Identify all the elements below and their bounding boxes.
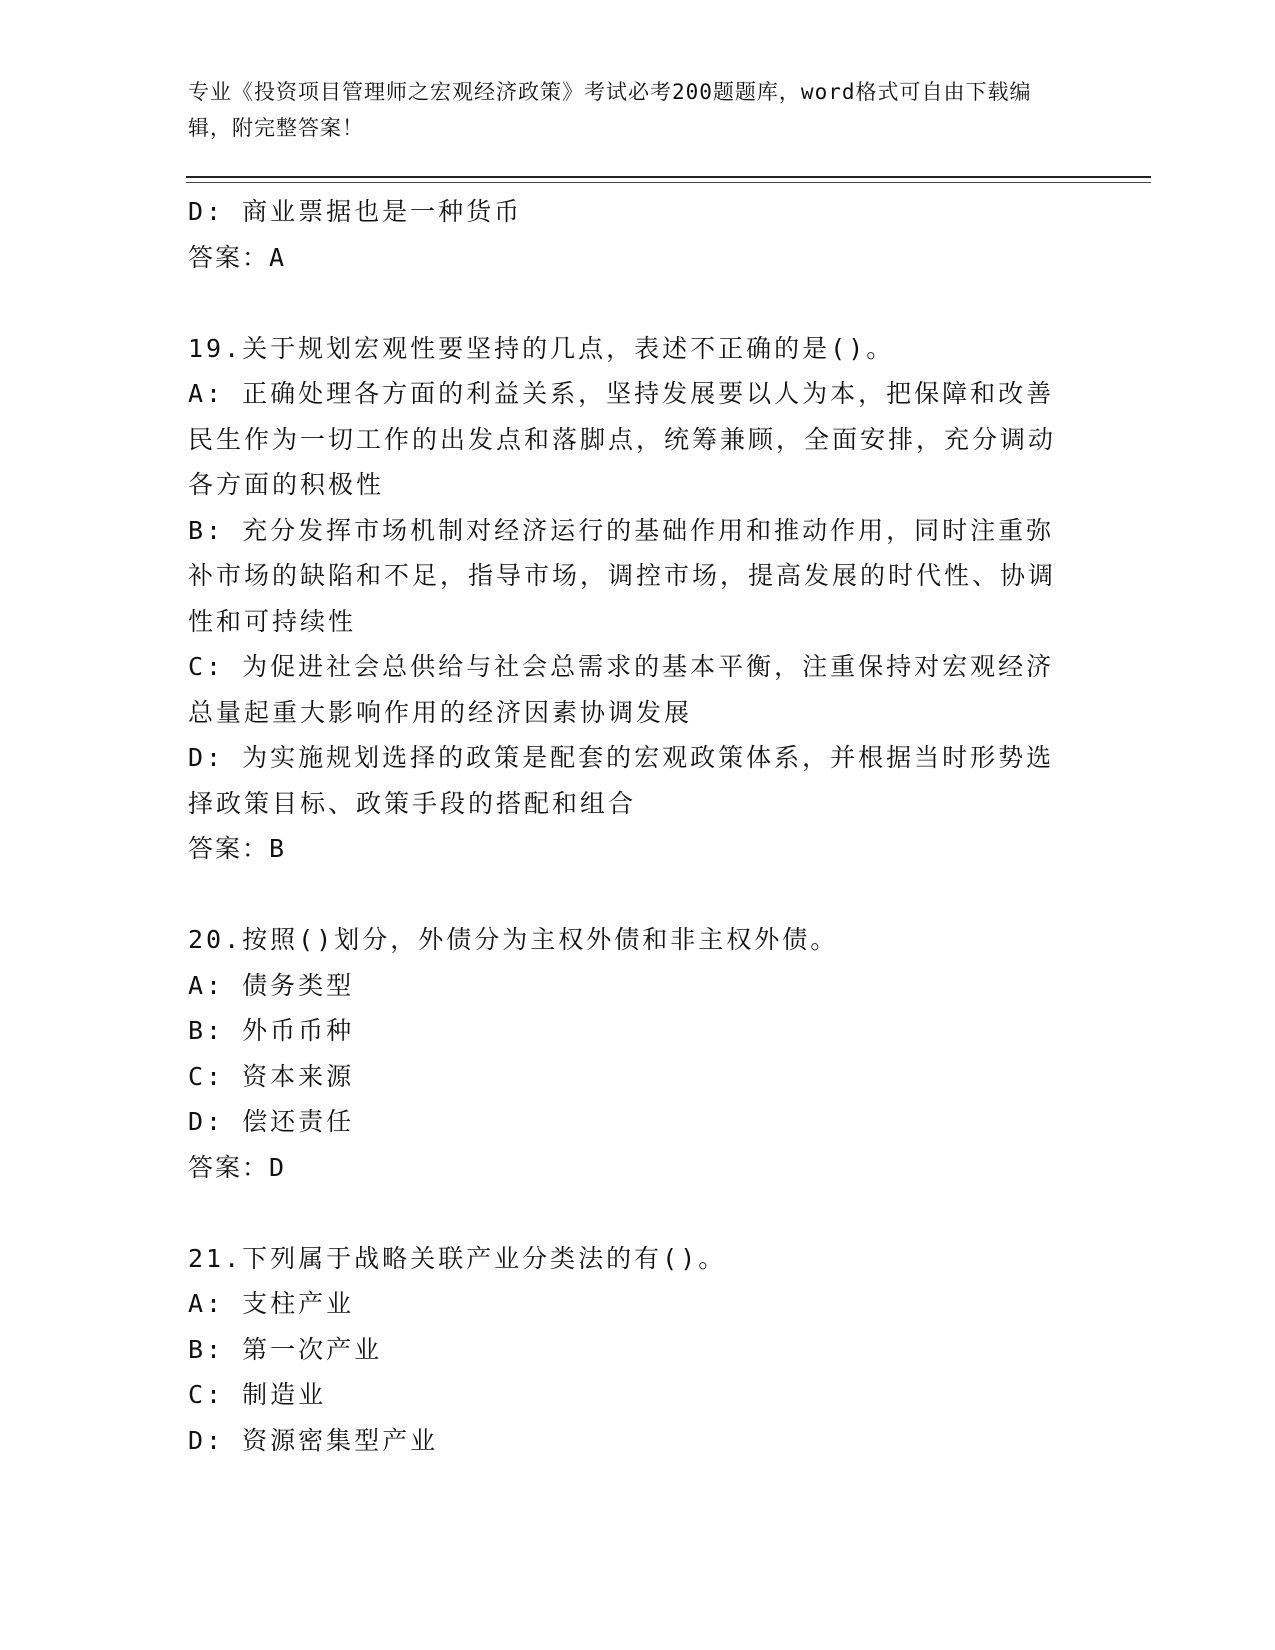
option-d: D: 偿还责任	[188, 1107, 355, 1136]
question-stem: 21.下列属于战略关联产业分类法的有()。	[188, 1243, 727, 1273]
option-b: B: 外币币种	[188, 1016, 355, 1045]
question-stem: 20.按照()划分，外债分为主权外债和非主权外债。	[188, 925, 839, 954]
option-b: B: 充分发挥市场机制对经济运行的基础作用和推动作用，同时注重弥补市场的缺陷和不足，指导市场，调控市场，提高发展的时代性、协调性和可持续性	[188, 515, 1057, 636]
spacer	[188, 1190, 1068, 1236]
option-d: D: 商业票据也是一种货币	[188, 197, 523, 226]
option-a: A: 支柱产业	[188, 1289, 355, 1318]
answer: 答案：D	[188, 1152, 287, 1182]
option-d: D: 资源密集型产业	[188, 1425, 439, 1455]
spacer	[188, 872, 1068, 918]
option-a: A: 债务类型	[188, 970, 355, 1000]
option-d: D: 为实施规划选择的政策是配套的宏观政策体系，并根据当时形势选择政策目标、政策手段的搭配和组合	[188, 743, 1055, 818]
spacer	[188, 280, 1068, 326]
question-21	[188, 1236, 1068, 1464]
option-c: C: 制造业	[188, 1380, 327, 1409]
header-divider-thin	[186, 182, 1151, 183]
option-c: C: 资本来源	[188, 1061, 355, 1091]
question-content	[188, 189, 1068, 1463]
page-header: 专业《投资项目管理师之宏观经济政策》考试必考200题题库，word格式可自由下载编辑，附完整答案！	[188, 80, 1032, 140]
question-19	[188, 326, 1068, 872]
option-a: A: 正确处理各方面的利益关系，坚持发展要以人为本，把保障和改善民生作为一切工作的出发点和落脚点，统筹兼顾，全面安排，充分调动各方面的积极性	[188, 379, 1057, 499]
header-divider-thick	[186, 176, 1151, 178]
answer: 答案：A	[188, 242, 287, 272]
question-stem: 19.关于规划宏观性要坚持的几点，表述不正确的是()。	[188, 333, 895, 363]
question-18-tail	[188, 189, 1068, 280]
option-c: C: 为促进社会总供给与社会总需求的基本平衡，注重保持对宏观经济总量起重大影响作用的经济因素协调发展	[188, 652, 1055, 727]
answer: 答案：B	[188, 834, 287, 863]
question-20	[188, 917, 1068, 1190]
option-b: B: 第一次产业	[188, 1334, 383, 1364]
